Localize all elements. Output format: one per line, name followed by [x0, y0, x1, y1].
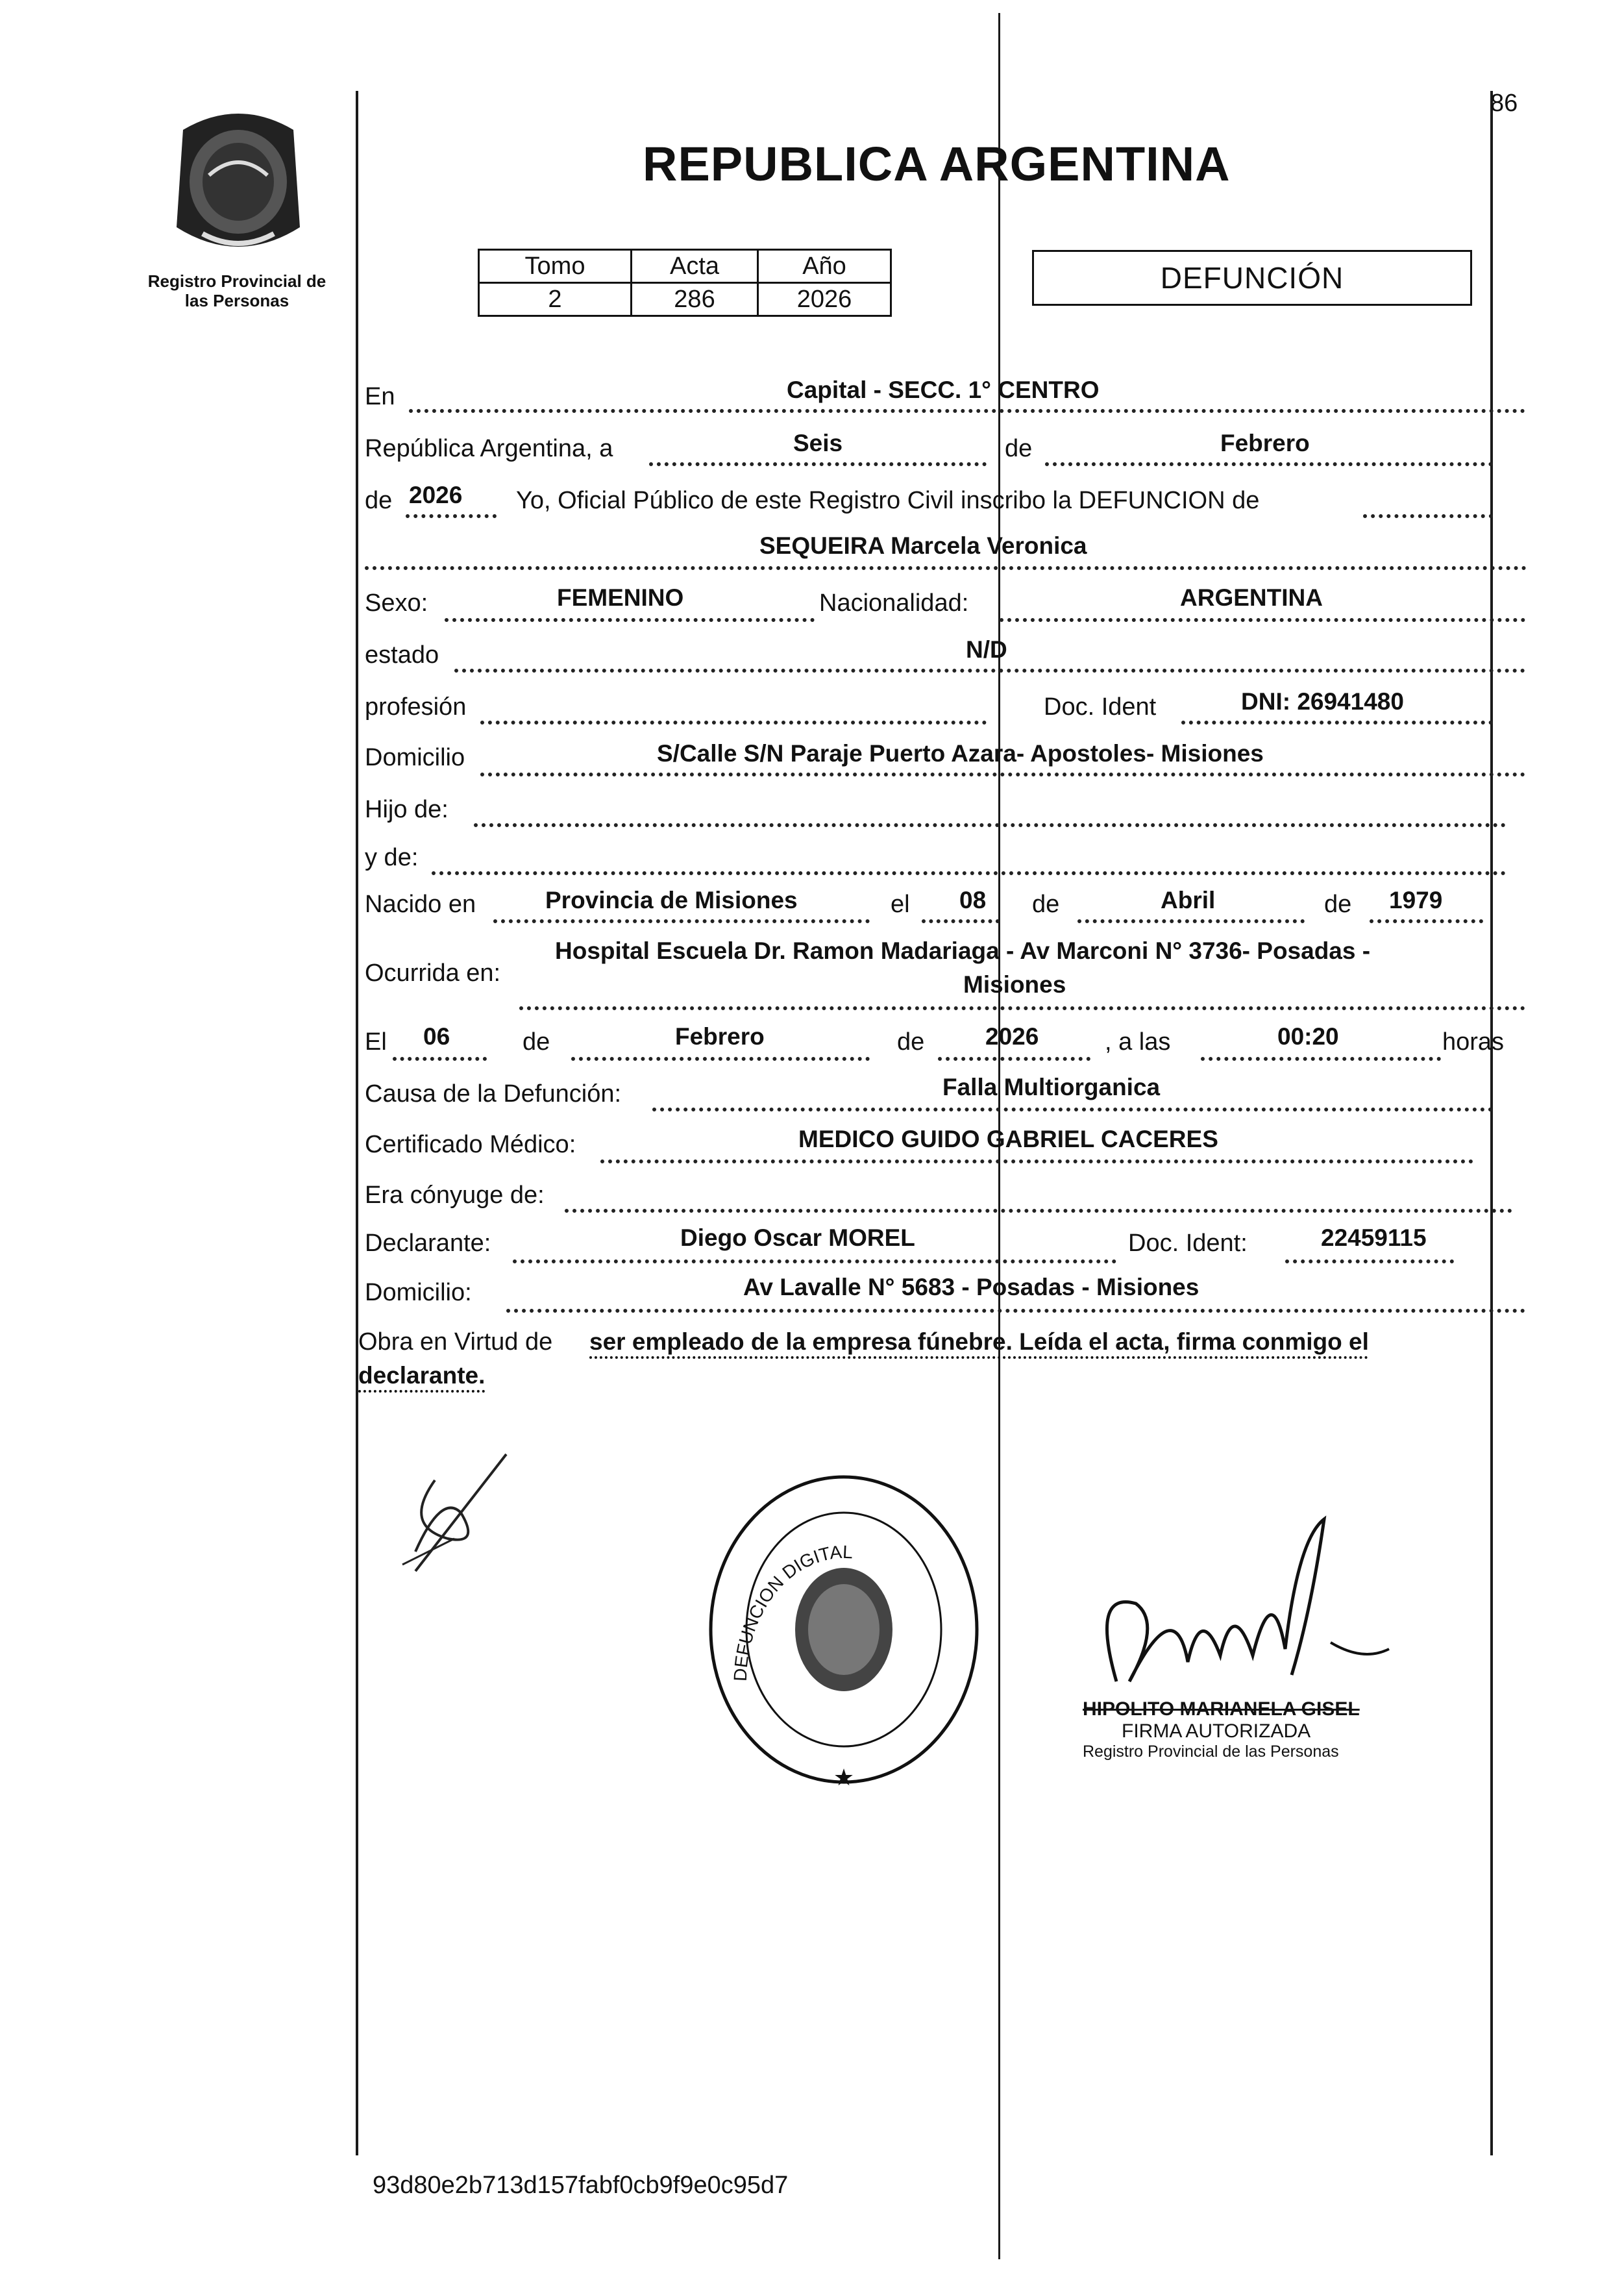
label-de-5: de	[523, 1028, 550, 1056]
value-anio: 2026	[409, 482, 463, 508]
dotted-line	[565, 1209, 1512, 1213]
right-margin-line	[1490, 91, 1493, 2155]
label-de: de	[1005, 435, 1033, 462]
dotted-line	[652, 1108, 1493, 1111]
dotted-line	[1045, 462, 1493, 466]
misiones-crest-logo	[170, 104, 306, 260]
dotted-line	[493, 919, 870, 923]
ref-header-tomo: Tomo	[479, 250, 632, 283]
dotted-line	[454, 669, 1525, 673]
left-margin-line	[356, 91, 358, 2155]
label-de-3: de	[1032, 891, 1060, 918]
ref-header-anio: Año	[758, 250, 891, 283]
dotted-line	[406, 514, 497, 518]
dotted-line	[409, 409, 1525, 413]
dotted-line	[1370, 919, 1483, 923]
dotted-line	[365, 566, 1527, 570]
dotted-line	[480, 721, 987, 725]
label-de-4: de	[1324, 891, 1352, 918]
value-dni: DNI: 26941480	[1241, 688, 1404, 715]
dotted-line	[1363, 514, 1493, 518]
page-number: 86	[1490, 90, 1518, 117]
dotted-line	[1285, 1259, 1454, 1263]
dotted-line	[432, 871, 1506, 875]
dotted-line	[506, 1309, 1525, 1313]
dotted-line	[445, 618, 815, 622]
label-ocurrida-en: Ocurrida en:	[365, 960, 501, 987]
official-signature	[1077, 1513, 1402, 1727]
dotted-line	[519, 1006, 1525, 1010]
label-republica: República Argentina, a	[365, 435, 613, 462]
official-seal	[701, 1467, 987, 1805]
dotted-line	[1000, 618, 1525, 622]
label-doc-ident: Doc. Ident	[1044, 693, 1157, 721]
label-y-de: y de:	[365, 844, 419, 871]
label-domicilio: Domicilio	[365, 744, 465, 771]
ref-value-tomo: 2	[479, 283, 632, 316]
label-sexo: Sexo:	[365, 589, 428, 617]
dotted-line	[1201, 1057, 1441, 1061]
dotted-line	[938, 1057, 1090, 1061]
ref-value-acta: 286	[632, 283, 758, 316]
signature-block	[1083, 1698, 1360, 1761]
signature-role: FIRMA AUTORIZADA	[1122, 1720, 1311, 1742]
value-declarante: Diego Oscar MOREL	[680, 1224, 915, 1251]
value-obra-texto-1: ser empleado de la empresa fúnebre. Leída el acta, firma conmigo el	[589, 1328, 1369, 1355]
value-lugar: Capital - SECC. 1° CENTRO	[787, 377, 1100, 403]
dotted-line	[1077, 919, 1305, 923]
value-fallec-mes: Febrero	[675, 1023, 765, 1050]
dotted-line	[600, 1159, 1473, 1163]
value-estado: N/D	[966, 636, 1007, 663]
value-nacionalidad: ARGENTINA	[1180, 584, 1323, 611]
document-hash: 93d80e2b713d157fabf0cb9f9e0c95d7	[373, 2172, 789, 2199]
value-mes: Febrero	[1220, 430, 1310, 456]
label-en: En	[365, 383, 395, 410]
label-nacido-en: Nacido en	[365, 891, 476, 918]
label-nacionalidad: Nacionalidad:	[819, 589, 969, 617]
value-nacido-lugar: Provincia de Misiones	[545, 887, 798, 913]
value-causa: Falla Multiorganica	[942, 1074, 1161, 1100]
seal-inner-text: DEFUNCION DIGITAL	[730, 1541, 854, 1682]
label-profesion: profesión	[365, 693, 467, 721]
value-fallec-dia: 06	[423, 1023, 450, 1050]
dotted-line	[393, 1057, 487, 1061]
label-el: el	[891, 891, 910, 918]
document-title: REPUBLICA ARGENTINA	[643, 137, 1231, 191]
label-de-2: de	[365, 487, 393, 514]
label-domicilio-2: Domicilio:	[365, 1279, 472, 1306]
act-type-box: DEFUNCIÓN	[1032, 250, 1472, 306]
signature-name: HIPOLITO MARIANELA GISEL	[1083, 1698, 1360, 1720]
ref-value-anio: 2026	[758, 283, 891, 316]
dotted-line	[571, 1057, 870, 1061]
value-sexo: FEMENINO	[557, 584, 684, 611]
label-obra: Obra en Virtud de	[358, 1328, 553, 1356]
registry-caption-line-1: Registro Provincial de	[147, 271, 326, 291]
value-nombre: SEQUEIRA Marcela Veronica	[759, 532, 1087, 559]
label-horas: horas	[1442, 1028, 1505, 1056]
value-nacido-anio: 1979	[1389, 887, 1443, 913]
dotted-line	[1181, 721, 1493, 725]
dotted-line	[922, 919, 1000, 923]
label-hijo-de: Hijo de:	[365, 796, 449, 823]
registry-caption-line-2: las Personas	[184, 291, 289, 310]
value-obra-texto-2: declarante.	[358, 1362, 486, 1389]
registry-caption	[130, 271, 344, 310]
dotted-line	[513, 1259, 1116, 1263]
signature-office: Registro Provincial de las Personas	[1083, 1742, 1339, 1761]
ref-header-acta: Acta	[632, 250, 758, 283]
value-certificado: MEDICO GUIDO GABRIEL CACERES	[798, 1126, 1218, 1152]
value-declarante-doc: 22459115	[1321, 1224, 1427, 1251]
label-causa: Causa de la Defunción:	[365, 1080, 622, 1108]
label-a-las: , a las	[1105, 1028, 1171, 1056]
value-ocurrida-linea1: Hospital Escuela Dr. Ramon Madariaga - Av Marconi N° 3736- Posadas -	[555, 937, 1371, 964]
declarant-signature	[389, 1441, 519, 1584]
label-el-cap: El	[365, 1028, 387, 1056]
label-conyuge: Era cónyuge de:	[365, 1182, 545, 1209]
value-domicilio: S/Calle S/N Paraje Puerto Azara- Apostoles- Misiones	[657, 740, 1264, 767]
label-declarante: Declarante:	[365, 1230, 491, 1257]
value-hora: 00:20	[1277, 1023, 1339, 1050]
value-fallec-anio: 2026	[985, 1023, 1039, 1050]
dotted-line	[474, 823, 1506, 827]
label-yo-oficial: Yo, Oficial Público de este Registro Civil inscribo la DEFUNCION de	[516, 487, 1260, 514]
label-estado: estado	[365, 641, 439, 669]
value-declarante-domicilio: Av Lavalle N° 5683 - Posadas - Misiones	[743, 1274, 1200, 1300]
label-doc-ident-2: Doc. Ident:	[1128, 1230, 1248, 1257]
value-dia-letras: Seis	[793, 430, 843, 456]
dotted-line	[649, 462, 987, 466]
dotted-line	[480, 773, 1525, 776]
label-de-6: de	[897, 1028, 925, 1056]
value-nacido-dia: 08	[959, 887, 987, 913]
reference-table	[478, 249, 892, 317]
label-certificado: Certificado Médico:	[365, 1131, 576, 1158]
value-ocurrida-linea2: Misiones	[963, 971, 1066, 998]
value-nacido-mes: Abril	[1161, 887, 1216, 913]
svg-text:★: ★	[833, 1764, 855, 1791]
